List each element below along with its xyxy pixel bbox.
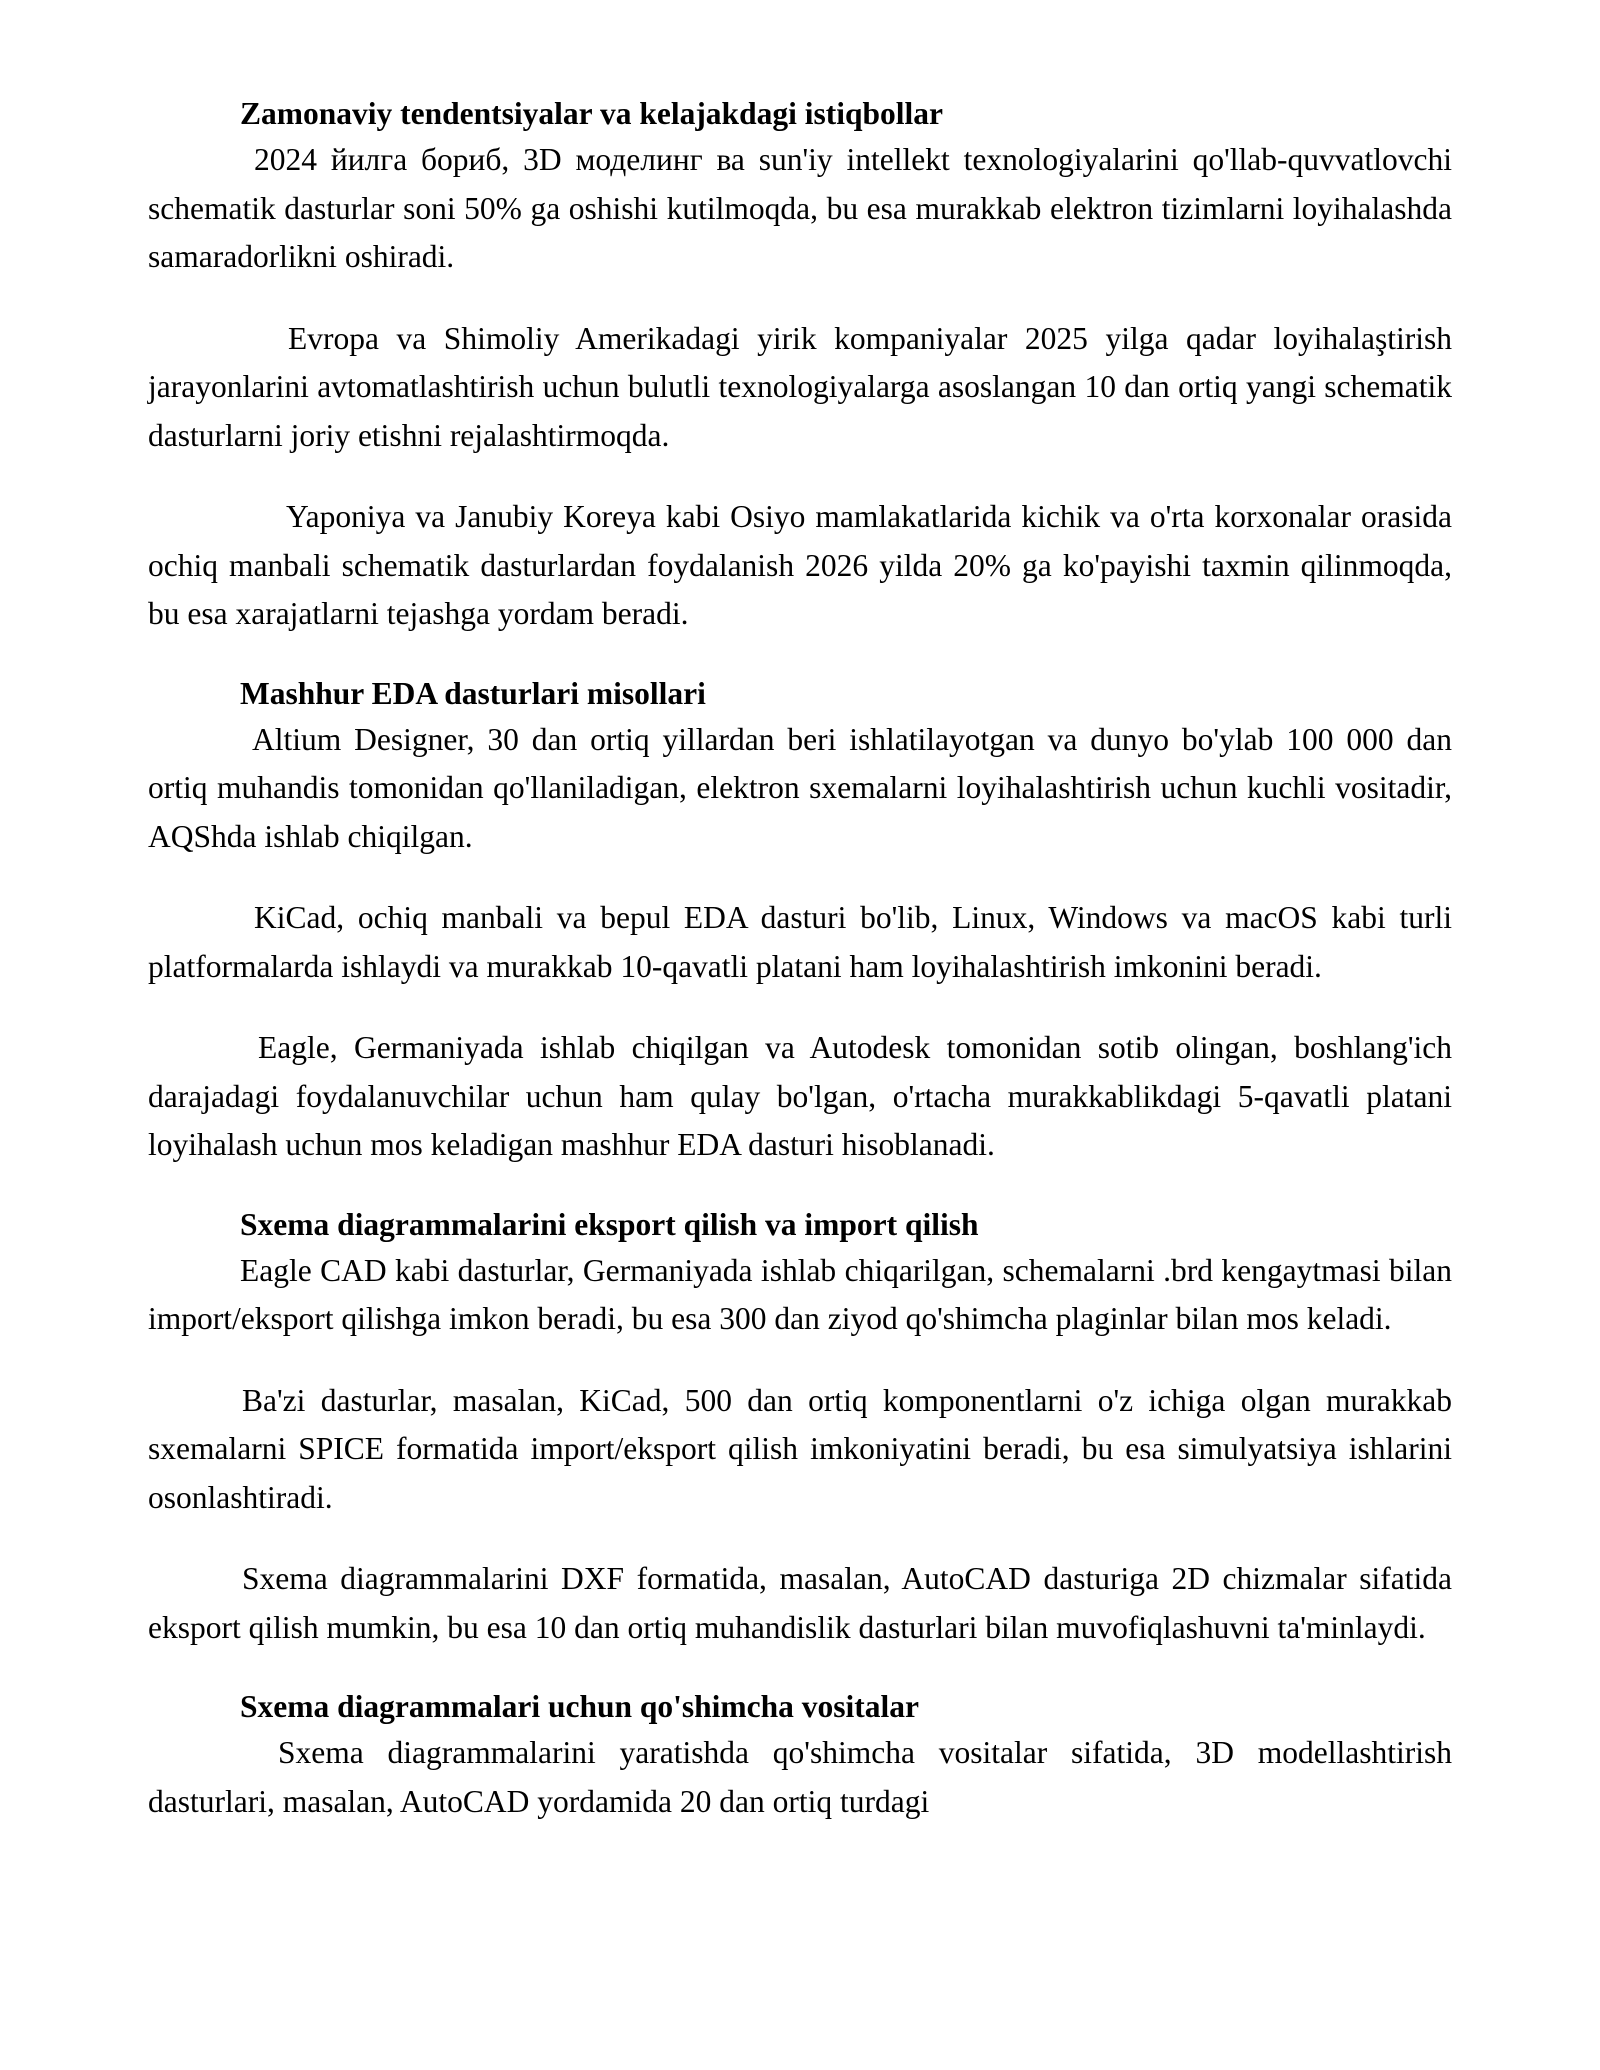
section-heading: Sxema diagrammalarini eksport qilish va import qilish: [240, 1206, 979, 1242]
paragraph: Eagle, Germaniyada ishlab chiqilgan va Autodesk tomonidan sotib olingan, boshlang'ich darajadagi foydalanuvchilar uchun ham qulay bo'lgan, o'rtacha murakkablikdagi 5-qavatli platani loyihalash uchun mos keladigan mashhur EDA dasturi hisoblanadi.: [148, 1030, 1452, 1162]
section-additional-tools: [148, 1685, 1452, 1826]
paragraph: Altium Designer, 30 dan ortiq yillardan beri ishlatilayotgan va dunyo bo'ylab 100 000 dan ortiq muhandis tomonidan qo'llaniladigan, elektron sxemalarni loyihalashtirish uchun kuchli vositadir, AQShda ishlab chiqilgan.: [148, 721, 1452, 854]
paragraph: Sxema diagrammalarini yaratishda qo'shimcha vositalar sifatida, 3D modellashtirish dasturlari, masalan, AutoCAD yordamida 20 dan ortiq turdagi: [148, 1735, 1452, 1819]
paragraph: Sxema diagrammalarini DXF formatida, masalan, AutoCAD dasturiga 2D chizmalar sifatida eksport qilish mumkin, bu esa 10 dan ortiq muhandislik dasturlari bilan muvofiqlashuvni ta'minlaydi.: [148, 1561, 1452, 1645]
section-heading: Sxema diagrammalari uchun qo'shimcha vositalar: [240, 1689, 920, 1724]
paragraph: Eagle CAD kabi dasturlar, Germaniyada ishlab chiqarilgan, schemalarni .brd kengaytmasi bilan import/eksport qilishga imkon beradi, bu esa 300 dan ziyod qo'shimcha plaginlar bilan mos keladi.: [148, 1252, 1452, 1336]
paragraph: Yaponiya va Janubiy Koreya kabi Osiyo mamlakatlarida kichik va o'rta korxonalar orasida ochiq manbali schematik dasturlardan foydalanish 2026 yilda 20% ga ko'payishi taxmin qilinmoqda, bu esa xarajatlarni tejashga yordam beradi.: [148, 499, 1452, 631]
section-heading: Zamonaviy tendentsiyalar va kelajakdagi istiqbollar: [240, 96, 943, 131]
paragraph: Ba'zi dasturlar, masalan, KiCad, 500 dan ortiq komponentlarni o'z ichiga olgan murakkab sxemalarni SPICE formatida import/eksport qilish imkoniyatini beradi, bu esa simulyatsiya ishlarini osonlashtiradi.: [148, 1382, 1452, 1515]
paragraph: Evropa va Shimoliy Amerikadagi yirik kompaniyalar 2025 yilga qadar loyihalaştirish jarayonlarini avtomatlashtirish uchun bulutli texnologiyalarga asoslangan 10 dan ortiq yangi schematik dasturlarni joriy etishni rejalashtirmoqda.: [148, 320, 1452, 453]
section-export-import: [148, 1203, 1452, 1653]
paragraph: 2024 йилга бориб, 3D моделинг ва sun'iy intellekt texnologiyalarini qo'llab-quvvatlovchi schematik dasturlar soni 50% ga oshishi kutilmoqda, bu esa murakkab elektron tizimlarni loyihalashda samaradorlikni oshiradi.: [148, 142, 1452, 274]
paragraph: KiCad, ochiq manbali va bepul EDA dasturi bo'lib, Linux, Windows va macOS kabi turli platformalarda ishlaydi va murakkab 10-qavatli platani ham loyihalashtirish imkonini beradi.: [148, 900, 1452, 984]
section-heading: Mashhur EDA dasturlari misollari: [240, 675, 706, 711]
section-eda-examples: [148, 672, 1452, 1170]
document-body: [148, 92, 1452, 1826]
section-modern-trends: [148, 92, 1452, 639]
